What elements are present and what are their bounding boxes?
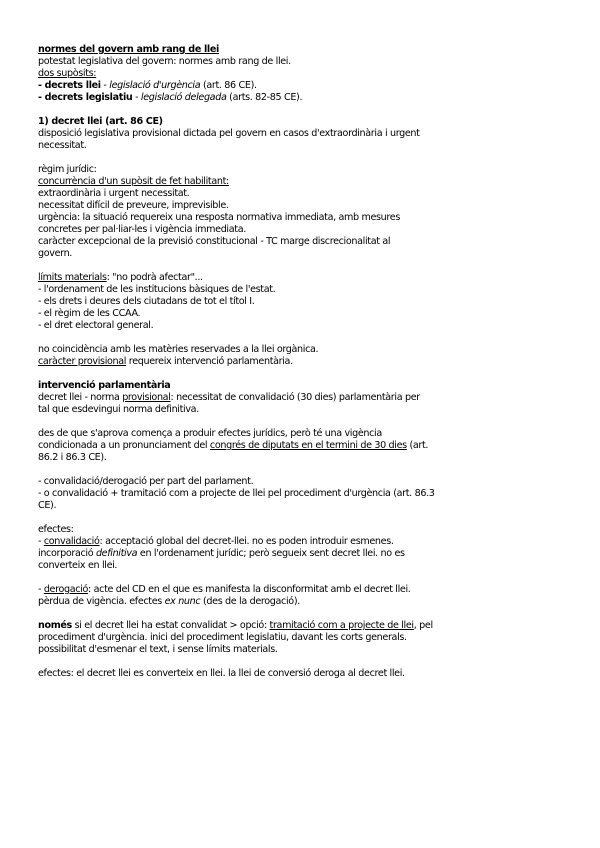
text-line: [38, 620, 566, 632]
text: si el decret llei ha estat convalidat > opció:: [71, 620, 270, 631]
text-line: [38, 392, 566, 404]
list-item: [38, 92, 566, 104]
text-line: converteix en llei.: [38, 560, 118, 571]
text-line: potestat legislativa del govern: normes amb rang de llei.: [38, 56, 291, 67]
text: -: [100, 80, 110, 91]
text: (art. 86 CE).: [200, 80, 257, 91]
text-line: [38, 272, 566, 284]
text-line: [38, 548, 566, 560]
text: (des de la derogació).: [200, 596, 300, 607]
list-item: - el règim de les CCAA.: [38, 308, 141, 319]
text: : acte del CD en el que es manifesta la disconformitat amb el decret llei.: [88, 584, 411, 595]
text: : "no podrà afectar"...: [106, 272, 203, 283]
text-line: urgència: la situació requereix una resposta normativa immediata, amb mesures: [38, 212, 400, 223]
text-line: règim jurídic:: [38, 164, 97, 175]
text-line: des de que s'aprova comença a produir efectes jurídics, però té una vigència: [38, 428, 382, 439]
list-item: - el dret electoral general.: [38, 320, 154, 331]
bold-term: només: [38, 620, 72, 631]
underlined-term: tramitació com a projecte de llei: [269, 620, 414, 631]
text: decret llei - norma: [38, 392, 123, 403]
text: -: [38, 584, 44, 595]
text: condicionada a un pronunciament del: [38, 440, 210, 451]
text: : necessitat de convalidació (30 dies) parlamentària per: [170, 392, 420, 403]
text: -: [132, 92, 141, 103]
text-line: CE).: [38, 500, 57, 511]
text: en l'ordenament jurídic; però segueix sent decret llei. no es: [137, 548, 405, 559]
text-line: dos supòsits:: [38, 68, 97, 79]
section-title-intervencio: intervenció parlamentària: [38, 380, 171, 391]
document-page: [38, 44, 566, 680]
text: -: [38, 536, 44, 547]
term: - decrets llei: [38, 80, 101, 91]
text: incorporació: [38, 548, 96, 559]
text-line: efectes: el decret llei es converteix en llei. la llei de conversió deroga al decret llei.: [38, 668, 405, 679]
text: : acceptació global del decret-llei. no es poden introduir esmenes.: [99, 536, 394, 547]
text-line: [38, 356, 566, 368]
emphasis: legislació d'urgència: [109, 80, 201, 91]
list-item: [38, 584, 566, 596]
underlined-term: caràcter provisional: [38, 356, 127, 367]
text-line: tal que esdevingui norma definitiva.: [38, 404, 199, 415]
text-line: possibilitat d'esmenar el text, i sense límits materials.: [38, 644, 278, 655]
text-line: extraordinària i urgent necessitat.: [38, 188, 190, 199]
text-line: necessitat.: [38, 140, 87, 151]
text-line: procediment d'urgència. inici del procediment legislatiu, davant les corts generals.: [38, 632, 407, 643]
text-line: [38, 596, 566, 608]
text-line: [38, 440, 566, 452]
text: , pel: [413, 620, 433, 631]
subheading: concurrència d'un supòsit de fet habilitant:: [38, 176, 229, 187]
text-line: necessitat difícil de preveure, imprevisible.: [38, 200, 229, 211]
emphasis: legislació delegada: [140, 92, 227, 103]
text: (art.: [406, 440, 429, 451]
text-line: caràcter excepcional de la previsió constitucional - TC marge discrecionalitat al: [38, 236, 391, 247]
list-item: - o convalidació + tramitació com a projecte de llei pel procediment d'urgència (art. 86.3: [38, 488, 435, 499]
list-item: [38, 536, 566, 548]
underlined-term: convalidació: [43, 536, 100, 547]
list-item: - els drets i deures dels ciutadans de tot el títol I.: [38, 296, 255, 307]
text-line: disposició legislativa provisional dictada pel govern en casos d'extraordinària i urgent: [38, 128, 420, 139]
text-line: govern.: [38, 248, 72, 259]
text-line: concretes per pal·liar-les i vigència immediata.: [38, 224, 246, 235]
section-title-decret-llei: 1) decret llei (art. 86 CE): [38, 116, 163, 127]
list-item: - l'ordenament de les institucions bàsiques de l'estat.: [38, 284, 276, 295]
text-line: 86.2 i 86.3 CE).: [38, 452, 107, 463]
emphasis: definitiva: [95, 548, 138, 559]
section-title-normes: normes del govern amb rang de llei: [38, 44, 219, 55]
underlined-term: congrés de diputats en el termini de 30 dies: [209, 440, 407, 451]
underlined-term: provisional: [122, 392, 171, 403]
emphasis: ex nunc: [164, 596, 201, 607]
text: pèrdua de vigència. efectes: [38, 596, 165, 607]
subheading: límits materials: [38, 272, 107, 283]
term: - decrets legislatiu: [38, 92, 133, 103]
text: (arts. 82-85 CE).: [226, 92, 303, 103]
underlined-term: derogació: [43, 584, 89, 595]
text-line: no coincidència amb les matèries reservades a la llei orgànica.: [38, 344, 319, 355]
list-item: - convalidació/derogació per part del parlament.: [38, 476, 254, 487]
text: requereix intervenció parlamentària.: [126, 356, 293, 367]
list-item: [38, 80, 566, 92]
subheading: efectes:: [38, 524, 74, 535]
